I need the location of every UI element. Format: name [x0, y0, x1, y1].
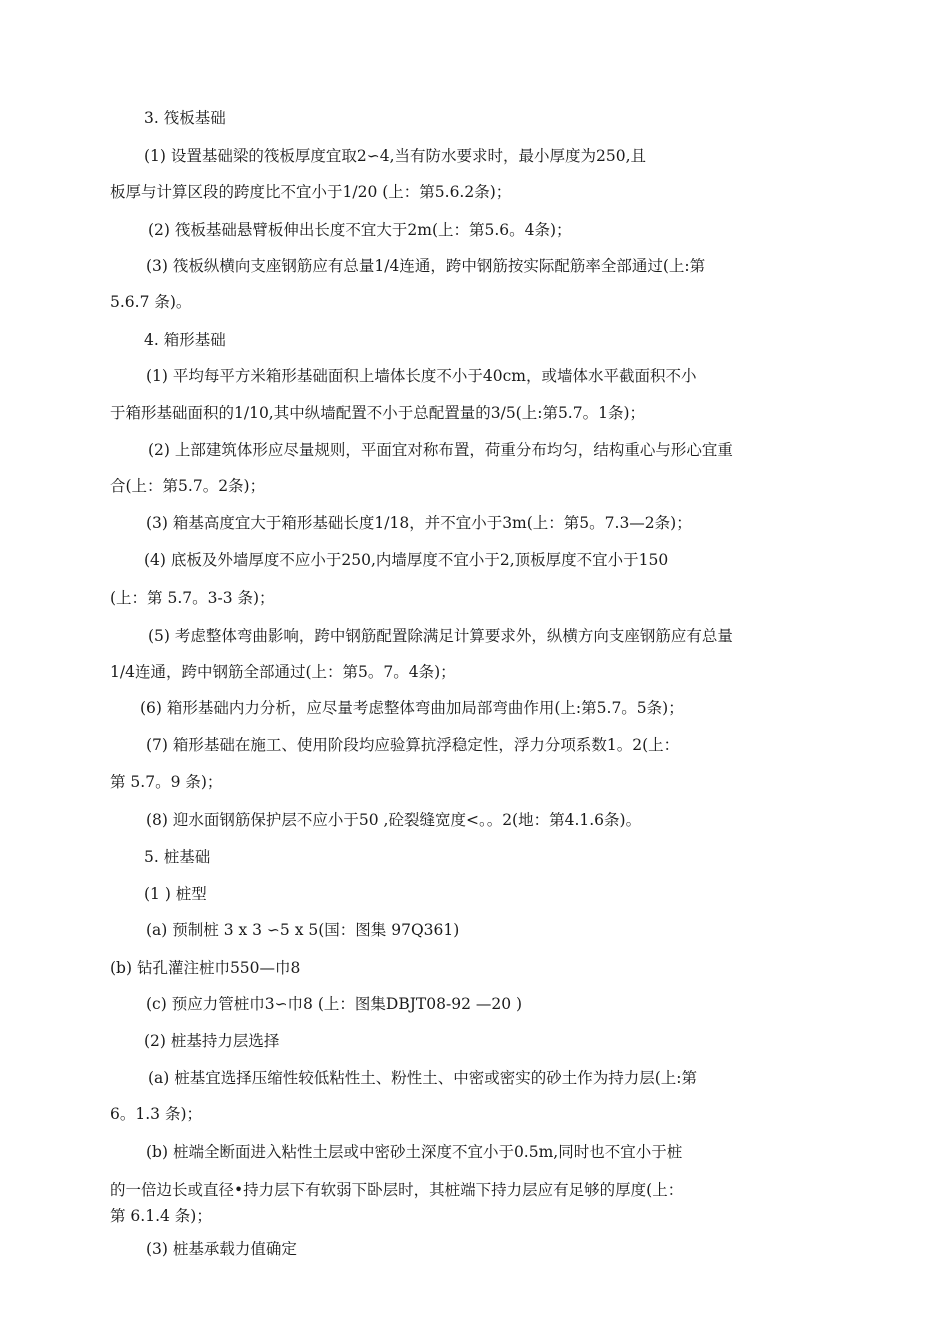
- paragraph-line: (1) 平均每平方米箱形基础面积上墙体长度不小于40cm，或墙体水平截面积不小: [146, 367, 697, 385]
- paragraph-line: (7) 箱形基础在施工、使用阶段均应验算抗浮稳定性，浮力分项系数1。2(上：: [146, 736, 680, 754]
- paragraph-line: (2) 上部建筑体形应尽量规则，平面宜对称布置，荷重分布均匀，结构重心与形心宜重: [148, 441, 733, 459]
- subsection-heading: (2) 桩基持力层选择: [144, 1032, 280, 1050]
- paragraph-line: (6) 箱形基础内力分析，应尽量考虑整体弯曲加局部弯曲作用(上:第5.7。5条)；: [140, 699, 684, 717]
- section-heading-box-foundation: 4. 箱形基础: [144, 331, 226, 349]
- paragraph-line: 5.6.7 条)。: [110, 293, 192, 311]
- paragraph-line: 合(上：第5.7。2条)；: [110, 477, 266, 495]
- paragraph-line: (3) 筏板纵横向支座钢筋应有总量1/4连通，跨中钢筋按实际配筋率全部通过(上:第: [146, 257, 706, 275]
- subsection-heading: (3) 桩基承载力值确定: [146, 1240, 297, 1258]
- subsection-heading: (1 ) 桩型: [144, 885, 207, 903]
- paragraph-line: (2) 筏板基础悬臂板伸出长度不宜大于2m(上：第5.6。4条)；: [148, 221, 572, 239]
- section-heading-raft-foundation: 3. 筏板基础: [144, 109, 226, 127]
- paragraph-line: (a) 预制桩 3 x 3 ∽5 x 5(国：图集 97Q361): [146, 921, 460, 939]
- paragraph-line: 于箱形基础面积的1/10,其中纵墙配置不小于总配置量的3/5(上:第5.7。1条)；: [110, 404, 646, 422]
- paragraph-line: (8) 迎水面钢筋保护层不应小于50 ,砼裂缝宽度<。。2(地：第4.1.6条)。: [146, 811, 642, 829]
- paragraph-line: (a) 桩基宜选择压缩性较低粘性土、粉性土、中密或密实的砂土作为持力层(上:第: [148, 1069, 698, 1087]
- paragraph-line: (b) 桩端全断面进入粘性土层或中密砂土深度不宜小于0.5m,同时也不宜小于桩: [146, 1143, 683, 1161]
- paragraph-line: (3) 箱基高度宜大于箱形基础长度1/18，并不宜小于3m(上：第5。7.3—2条)；: [146, 514, 692, 532]
- paragraph-line: (5) 考虑整体弯曲影响，跨中钢筋配置除满足计算要求外，纵横方向支座钢筋应有总量: [148, 627, 733, 645]
- paragraph-line: 的一倍边长或直径•持力层下有软弱下卧层时，其桩端下持力层应有足够的厚度(上：: [110, 1181, 684, 1199]
- paragraph-line: 第 5.7。9 条)；: [110, 773, 223, 791]
- paragraph-line: (1) 设置基础梁的筏板厚度宜取2∽4,当有防水要求时，最小厚度为250,且: [144, 147, 647, 165]
- section-heading-pile-foundation: 5. 桩基础: [144, 848, 211, 866]
- paragraph-line: (上：第 5.7。3-3 条)；: [110, 589, 275, 607]
- paragraph-line: (b) 钻孔灌注桩巾550—巾8: [110, 959, 301, 977]
- paragraph-line: (c) 预应力管桩巾3∽巾8 (上：图集DBJT08-92 —20 ): [146, 995, 523, 1013]
- paragraph-line: (4) 底板及外墙厚度不应小于250,内墙厚度不宜小于2,顶板厚度不宜小于150: [144, 551, 669, 569]
- paragraph-line: 1/4连通，跨中钢筋全部通过(上：第5。7。4条)；: [110, 663, 456, 681]
- paragraph-line: 板厚与计算区段的跨度比不宜小于1/20 (上：第5.6.2条)；: [110, 183, 512, 201]
- paragraph-line: 第 6.1.4 条)；: [110, 1207, 212, 1225]
- paragraph-line: 6。1.3 条)；: [110, 1105, 202, 1123]
